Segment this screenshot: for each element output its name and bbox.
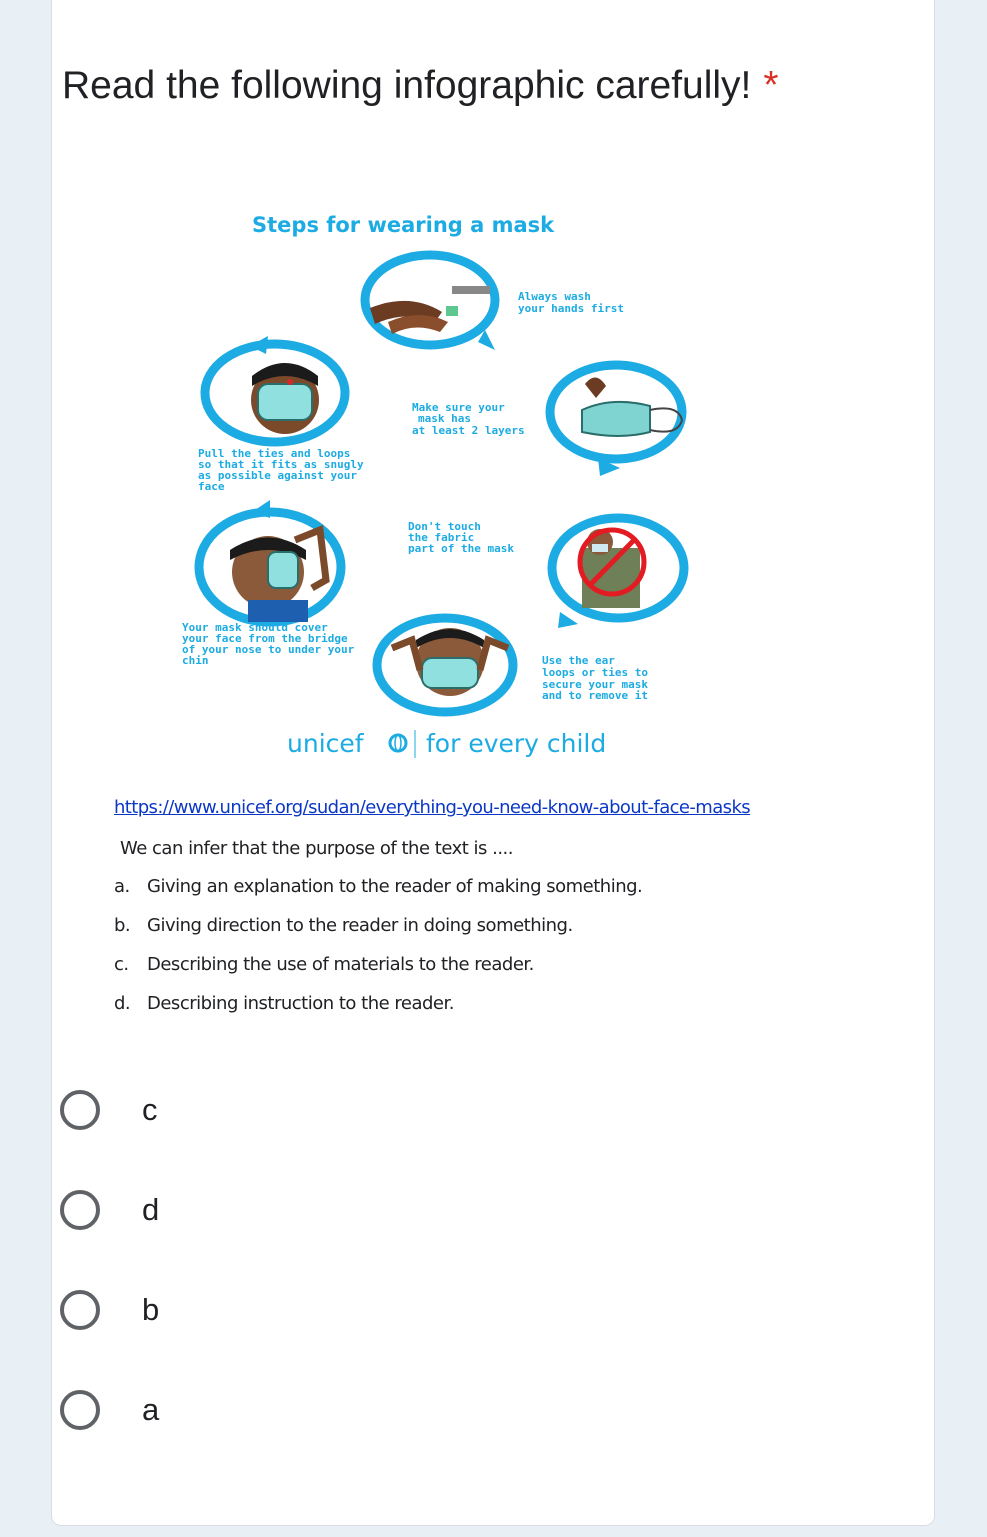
radio-label[interactable]: a bbox=[142, 1392, 160, 1427]
step-2-text: Make sure your mask has at least 2 layers bbox=[412, 401, 525, 437]
step-1-text: Always wash your hands first bbox=[518, 290, 624, 315]
step-5-text: Your mask should cover your face from the bridge of your nose to under your chin bbox=[182, 621, 355, 667]
radio-label[interactable]: b bbox=[142, 1292, 160, 1327]
step-4-text: Don't touch the fabric part of the mask bbox=[408, 520, 514, 555]
option-text: Describing the use of materials to the reader. bbox=[147, 954, 534, 975]
question-title bbox=[62, 64, 779, 108]
answer-options-text bbox=[114, 876, 642, 1032]
radio-choice-c[interactable] bbox=[60, 1090, 660, 1190]
option-d bbox=[114, 993, 642, 1032]
unicef-tagline: for every child bbox=[426, 729, 607, 758]
radio-choice-b[interactable] bbox=[60, 1290, 660, 1390]
option-letter: d. bbox=[114, 993, 131, 1014]
radio-button[interactable] bbox=[60, 1190, 100, 1230]
infographic-title: Steps for wearing a mask bbox=[252, 213, 555, 237]
radio-group bbox=[60, 1090, 660, 1490]
radio-choice-a[interactable] bbox=[60, 1390, 660, 1490]
step-wash-hands-image bbox=[365, 255, 495, 350]
step-cover-face-image bbox=[199, 500, 341, 622]
question-title-text: Read the following infographic carefully! bbox=[62, 64, 752, 107]
option-text: Giving an explanation to the reader of making something. bbox=[147, 876, 643, 897]
infographic-svg bbox=[130, 200, 720, 780]
radio-choice-d[interactable] bbox=[60, 1190, 660, 1290]
radio-button[interactable] bbox=[60, 1290, 100, 1330]
radio-label[interactable]: c bbox=[142, 1092, 158, 1127]
question-prompt: We can infer that the purpose of the text is .... bbox=[120, 838, 513, 859]
mask-infographic bbox=[130, 200, 720, 780]
option-text: Giving direction to the reader in doing something. bbox=[147, 915, 573, 936]
option-letter: a. bbox=[114, 876, 130, 897]
radio-button[interactable] bbox=[60, 1390, 100, 1430]
step-mask-layers-image bbox=[550, 365, 682, 476]
radio-button[interactable] bbox=[60, 1090, 100, 1130]
step-6-text: Use the ear loops or ties to secure your mask and to remove it bbox=[542, 654, 648, 702]
step-pull-ties-image bbox=[205, 336, 345, 442]
option-a bbox=[114, 876, 642, 915]
unicef-globe-icon bbox=[390, 735, 406, 751]
step-ear-loops-image bbox=[377, 618, 513, 712]
unicef-wordmark: unicef bbox=[287, 729, 364, 758]
radio-label[interactable]: d bbox=[142, 1192, 160, 1227]
required-asterisk: * bbox=[763, 64, 779, 107]
option-text: Describing instruction to the reader. bbox=[147, 993, 454, 1014]
source-link[interactable]: https://www.unicef.org/sudan/everything-you-need-know-about-face-masks bbox=[114, 797, 751, 818]
option-letter: c. bbox=[114, 954, 129, 975]
step-dont-touch-image bbox=[552, 518, 684, 628]
step-3-text: Pull the ties and loops so that it fits as snugly as possible against your face bbox=[198, 447, 364, 493]
option-c bbox=[114, 954, 642, 993]
option-letter: b. bbox=[114, 915, 131, 936]
option-b bbox=[114, 915, 642, 954]
